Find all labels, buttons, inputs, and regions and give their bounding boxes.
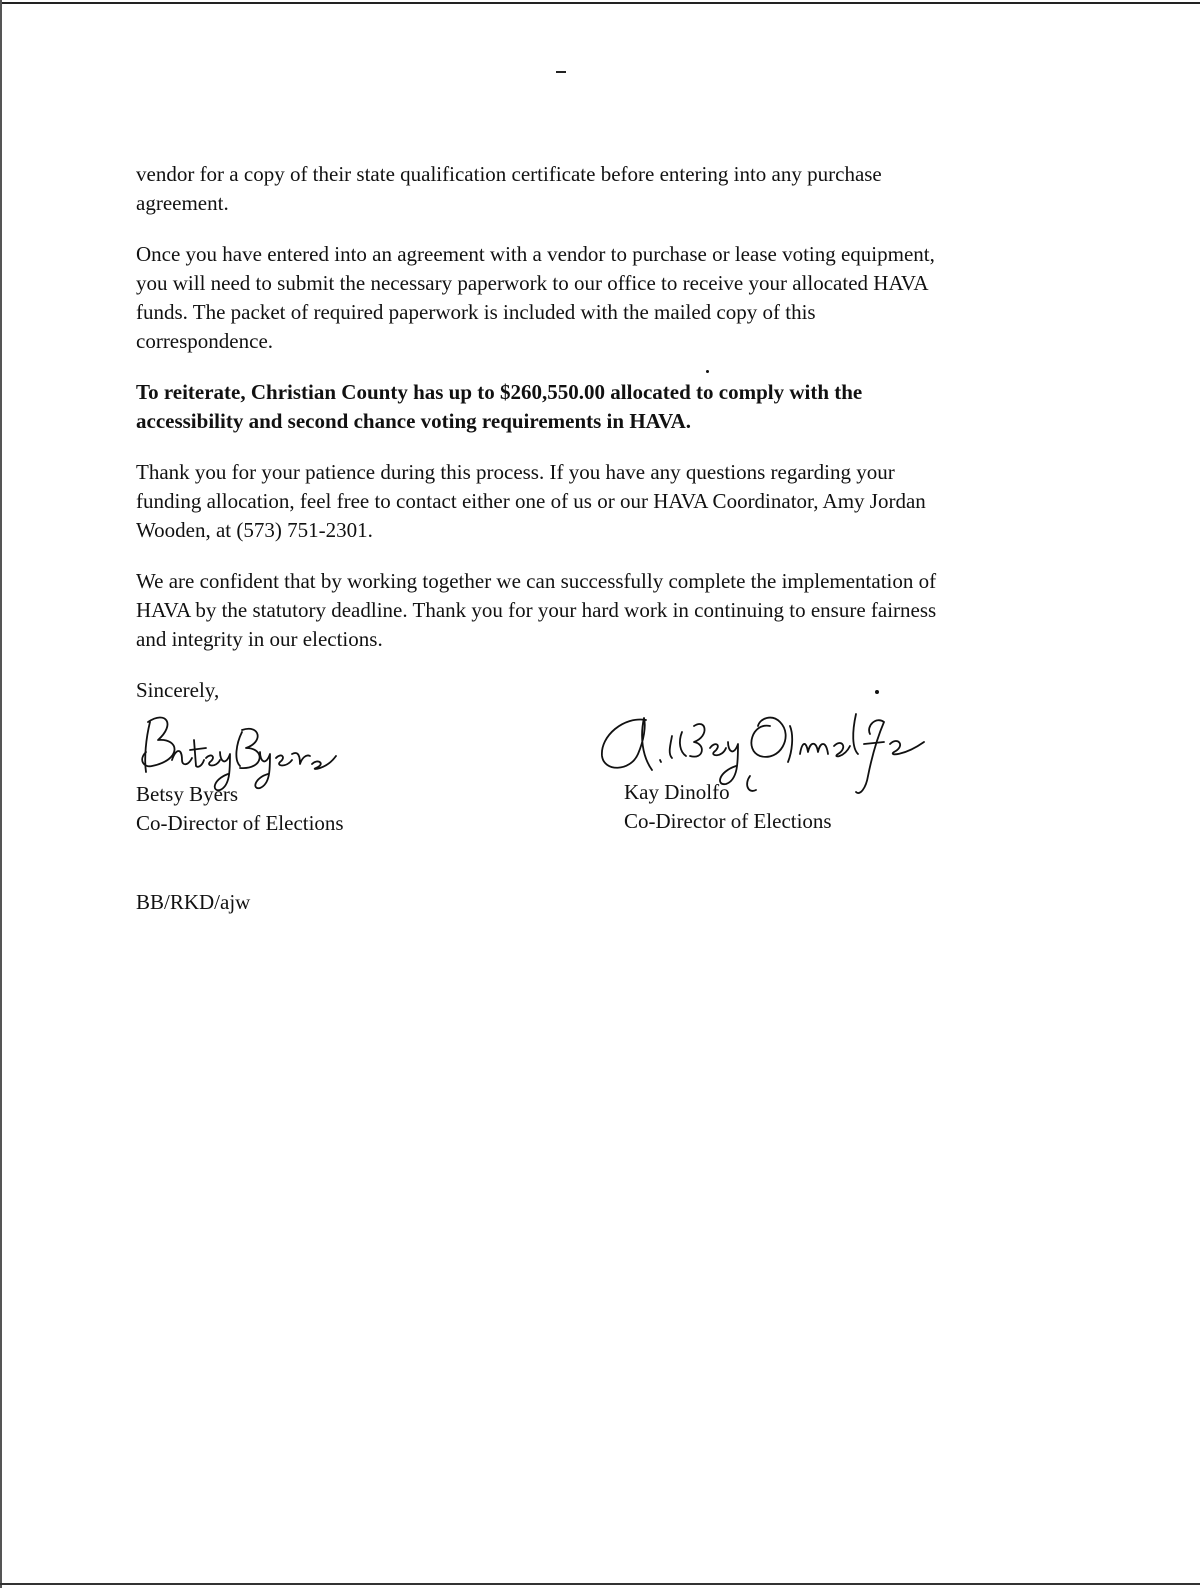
letter-body [136, 160, 1066, 705]
text-line: agreement. [136, 191, 229, 215]
text-line: funding allocation, feel free to contact either one of us or our HAVA Coordinator, Amy Jordan [136, 489, 926, 513]
signatory-title: Co-Director of Elections [624, 809, 832, 833]
scan-edge-left [0, 0, 2, 1588]
signatory-block-kay-dinolfo [624, 778, 832, 836]
signatory-title: Co-Director of Elections [136, 811, 344, 835]
text-line: funds. The packet of required paperwork is included with the mailed copy of this [136, 300, 816, 324]
paragraph-paperwork [136, 240, 1066, 356]
signatory-block-betsy-byers [136, 780, 344, 838]
reference-initials: BB/RKD/ajw [136, 890, 251, 914]
text-line: Wooden, at (573) 751-2301. [136, 518, 373, 542]
text-line: HAVA by the statutory deadline. Thank you for your hard work in continuing to ensure fairness [136, 598, 937, 622]
scan-edge-top [0, 2, 1200, 4]
scan-edge-bottom [0, 1583, 1200, 1585]
text-line: correspondence. [136, 329, 274, 353]
text-line: accessibility and second chance voting requirements in HAVA. [136, 409, 691, 433]
paragraph-contact [136, 458, 1066, 545]
closing-salutation: Sincerely, [136, 678, 220, 702]
scan-mark [556, 71, 566, 73]
text-line: vendor for a copy of their state qualification certificate before entering into any purchase [136, 162, 882, 186]
text-line: Once you have entered into an agreement with a vendor to purchase or lease voting equipment, [136, 242, 935, 266]
text-line: We are confident that by working together we can successfully complete the implementation of [136, 569, 937, 593]
text-line: Thank you for your patience during this process. If you have any questions regarding your [136, 460, 895, 484]
text-line: and integrity in our elections. [136, 627, 383, 651]
text-line: you will need to submit the necessary paperwork to our office to receive your allocated HAVA [136, 271, 929, 295]
paragraph-vendor-certificate [136, 160, 1066, 218]
signatory-name: Betsy Byers [136, 782, 239, 806]
paragraph-closing-remarks [136, 567, 1066, 654]
text-line: To reiterate, Christian County has up to $260,550.00 allocated to comply with the [136, 380, 863, 404]
paragraph-allocation-amount [136, 378, 1066, 436]
signatory-name: Kay Dinolfo [624, 780, 730, 804]
